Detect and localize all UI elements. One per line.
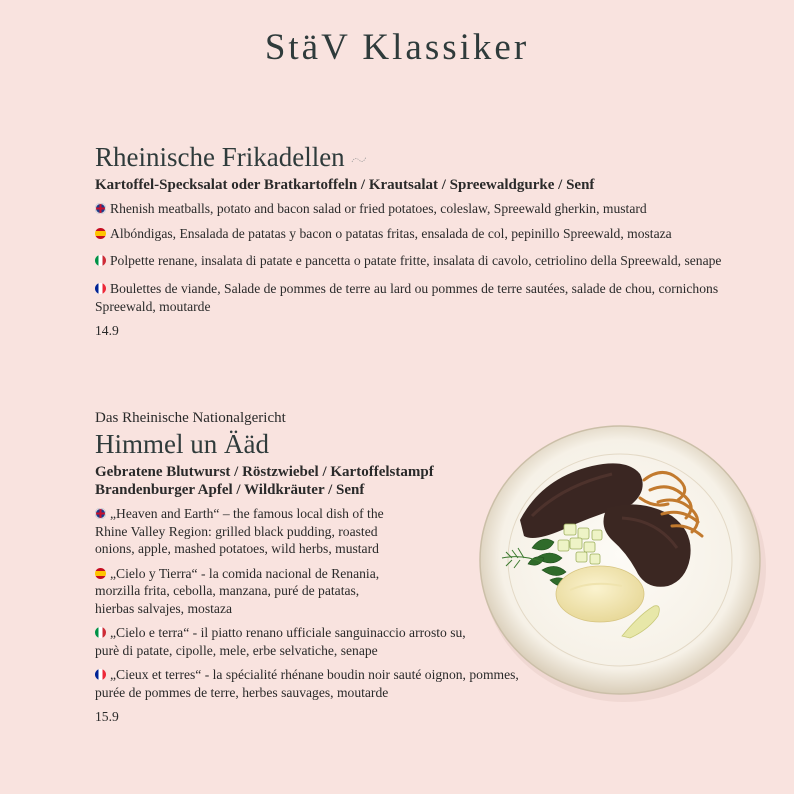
translation-text: „Cielo y Tierra“ - la comida nacional de Renania, morzilla frita, cebolla, manzana, puré de patatas, hierbas salvajes, mostaza — [95, 565, 380, 616]
translation-text: „Heaven and Earth“ – the famous local dish of the Rhine Valley Region: grilled black pudding, roasted onions, apple, mashed potatoes, wild herbs, mustard — [95, 506, 384, 556]
uk-flag-icon — [95, 508, 106, 519]
translation-en — [95, 200, 735, 218]
translation-text: Albóndigas, Ensalada de patatas y bacon o patatas fritas, ensalada de col, pepinillo Spreewald, mostaza — [110, 225, 672, 241]
france-flag-icon — [95, 669, 106, 680]
spain-flag-icon — [95, 228, 106, 239]
uk-flag-icon — [95, 203, 106, 214]
translation-fr — [95, 280, 735, 315]
plate-drawing — [472, 408, 772, 708]
dish-himmel-un-aad — [95, 409, 525, 725]
translation-text: „Cieux et terres“ - la spécialité rhénane boudin noir sauté oignon, pommes, purée de pommes de terre, herbes sauvages, moutarde — [95, 667, 519, 700]
ornament-icon — [351, 138, 367, 172]
spain-flag-icon — [95, 568, 106, 579]
dish-name — [95, 138, 735, 174]
translation-text: Polpette renane, insalata di patate e pancetta o patate fritte, insalata di cavolo, cetriolino della Spreewald, senape — [110, 253, 722, 268]
dish-price: 14.9 — [95, 323, 119, 338]
italy-flag-icon — [95, 627, 106, 638]
dish-sides-line1: Gebratene Blutwurst / Röstzwiebel / Kartoffelstampf — [95, 464, 434, 480]
translation-it — [95, 249, 735, 273]
plate-illustration — [472, 408, 772, 708]
translation-it — [95, 624, 475, 659]
translation-es — [95, 565, 395, 618]
dish-sides-line2: Brandenburger Apfel / Wildkräuter / Senf — [95, 482, 365, 498]
italy-flag-icon — [95, 255, 106, 266]
translation-text: Rhenish meatballs, potato and bacon salad or fried potatoes, coleslaw, Spreewald gherkin, mustard — [110, 201, 647, 216]
translation-text: „Cielo e terra“ - il piatto renano ufficiale sanguinaccio arrosto su, purè di patate, cipolle, mele, erbe selvatiche, senape — [95, 625, 466, 658]
dish-name: Himmel un Ääd — [95, 429, 269, 459]
dish-name-text: Rheinische Frikadellen — [95, 142, 345, 172]
dish-subtitle: Das Rheinische Nationalgericht — [95, 410, 286, 426]
translation-text: Boulettes de viande, Salade de pommes de terre au lard ou pommes de terre sautées, salade de chou, cornichons Spreewald, moutarde — [95, 281, 719, 314]
france-flag-icon — [95, 283, 106, 294]
dish-rheinische-frikadellen — [95, 138, 735, 339]
page-title: StäV Klassiker — [264, 27, 530, 68]
translation-es — [95, 225, 735, 243]
dish-sides: Kartoffel-Specksalat oder Bratkartoffeln / Krautsalat / Spreewaldgurke / Senf — [95, 177, 595, 193]
translation-en — [95, 505, 415, 558]
translation-fr — [95, 666, 525, 701]
dish-price: 15.9 — [95, 709, 119, 724]
